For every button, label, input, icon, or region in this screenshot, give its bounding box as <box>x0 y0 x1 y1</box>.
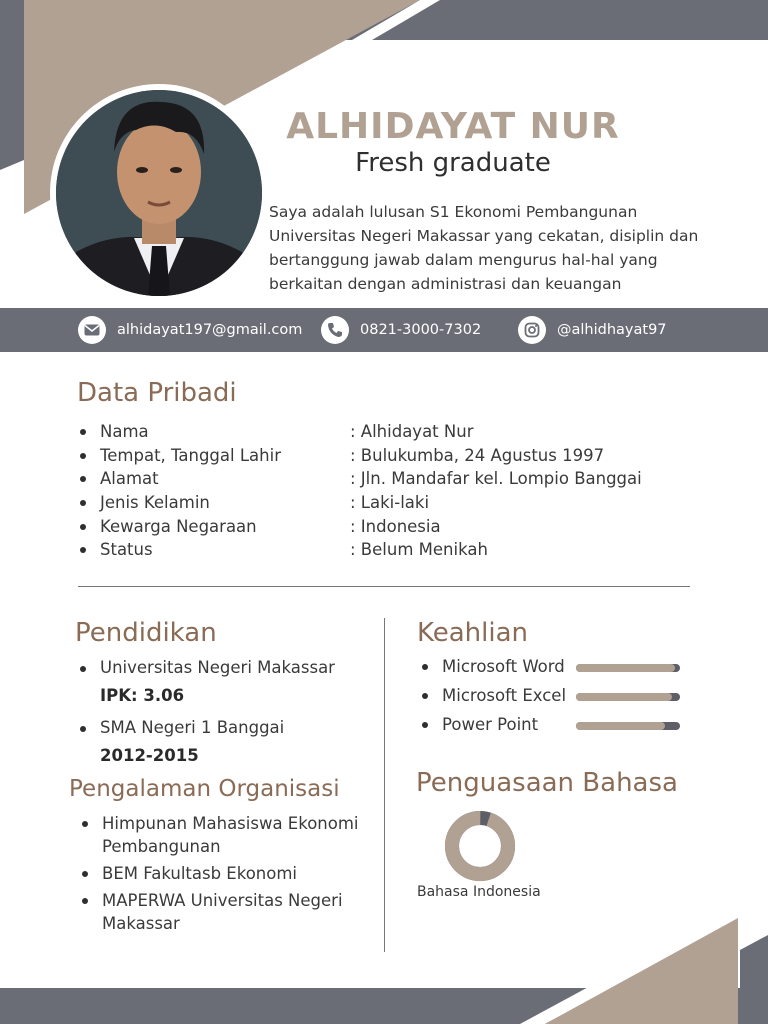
language-donut <box>442 808 518 884</box>
education-school: SMA Negeri 1 Banggai <box>78 716 368 740</box>
phone-text: 0821-3000-7302 <box>360 322 482 338</box>
language-donut-fill <box>445 811 516 882</box>
skill-level <box>576 693 672 701</box>
phone-contact[interactable] <box>321 308 481 352</box>
education-school: Universitas Negeri Makassar <box>78 656 368 680</box>
personal-item <box>78 515 698 539</box>
skill-name: Power Point <box>442 715 539 734</box>
skills-list <box>420 656 690 743</box>
skill-name: Microsoft Word <box>442 657 565 676</box>
profile-photo-frame <box>50 84 268 302</box>
candidate-name: ALHIDAYAT NUR <box>286 106 620 147</box>
mail-icon <box>78 316 106 344</box>
organization-item: Himpunan Mahasiswa Ekonomi Pembangunan <box>80 812 370 858</box>
personal-item <box>78 444 698 468</box>
personal-value: : Alhidayat Nur <box>350 422 474 441</box>
personal-item <box>78 538 698 562</box>
profile-summary: Saya adalah lulusan S1 Ekonomi Pembangunan Universitas Negeri Makassar yang cekatan, disiplin dan bertanggung jawab dalam mengurus hal-hal yang berkaitan dengan administrasi dan keuangan <box>269 203 699 293</box>
organization-list <box>80 812 370 939</box>
organization-heading: Pengalaman Organisasi <box>69 776 340 802</box>
avatar <box>56 90 262 296</box>
section-divider <box>78 586 690 587</box>
candidate-role: Fresh graduate <box>355 148 551 178</box>
personal-label: Tempat, Tanggal Lahir <box>100 445 281 465</box>
skill-item <box>420 685 690 714</box>
personal-item <box>78 491 698 515</box>
personal-label: Status <box>100 540 153 560</box>
instagram-icon <box>518 316 546 344</box>
skill-level <box>576 664 675 672</box>
bottom-right-dark-strip <box>740 935 768 1024</box>
language-name: Bahasa Indonesia <box>417 884 541 900</box>
skill-bar <box>576 722 680 730</box>
personal-value: : Indonesia <box>350 516 441 536</box>
personal-value: : Belum Menikah <box>350 540 488 560</box>
instagram-contact[interactable] <box>518 308 667 352</box>
personal-value: : Bulukumba, 24 Agustus 1997 <box>350 445 605 465</box>
skill-level <box>576 722 665 730</box>
skill-bar <box>576 693 680 701</box>
education-list <box>78 656 368 776</box>
skills-heading: Keahlian <box>417 618 529 648</box>
personal-value: : Jln. Mandafar kel. Lompio Banggai <box>350 469 642 489</box>
personal-item <box>78 467 698 491</box>
top-left-dark-strip <box>0 0 24 170</box>
email-contact[interactable] <box>78 308 302 352</box>
personal-label: Jenis Kelamin <box>100 493 210 513</box>
education-detail: 2012-2015 <box>100 746 199 765</box>
profile-photo <box>56 90 262 296</box>
contact-bar <box>0 308 768 352</box>
organization-item: MAPERWA Universitas Negeri Makassar <box>80 889 370 935</box>
personal-data-list <box>78 420 698 562</box>
education-heading: Pendidikan <box>75 618 217 648</box>
skill-name: Microsoft Excel <box>442 686 567 705</box>
email-text: alhidayat197@gmail.com <box>117 322 303 338</box>
organization-item: BEM Fakultasb Ekonomi <box>80 862 370 885</box>
phone-icon <box>321 316 349 344</box>
education-detail: IPK: 3.06 <box>100 686 185 705</box>
personal-data-heading: Data Pribadi <box>77 378 237 408</box>
personal-item <box>78 420 698 444</box>
skill-item <box>420 656 690 685</box>
personal-label: Kewarga Negaraan <box>100 516 257 536</box>
personal-label: Alamat <box>100 469 159 489</box>
language-heading: Penguasaan Bahasa <box>416 768 678 798</box>
column-divider <box>384 618 385 952</box>
skill-bar <box>576 664 680 672</box>
instagram-text: @alhidhayat97 <box>557 322 667 338</box>
personal-label: Nama <box>100 422 149 441</box>
skill-item <box>420 714 690 743</box>
personal-value: : Laki-laki <box>350 493 430 513</box>
